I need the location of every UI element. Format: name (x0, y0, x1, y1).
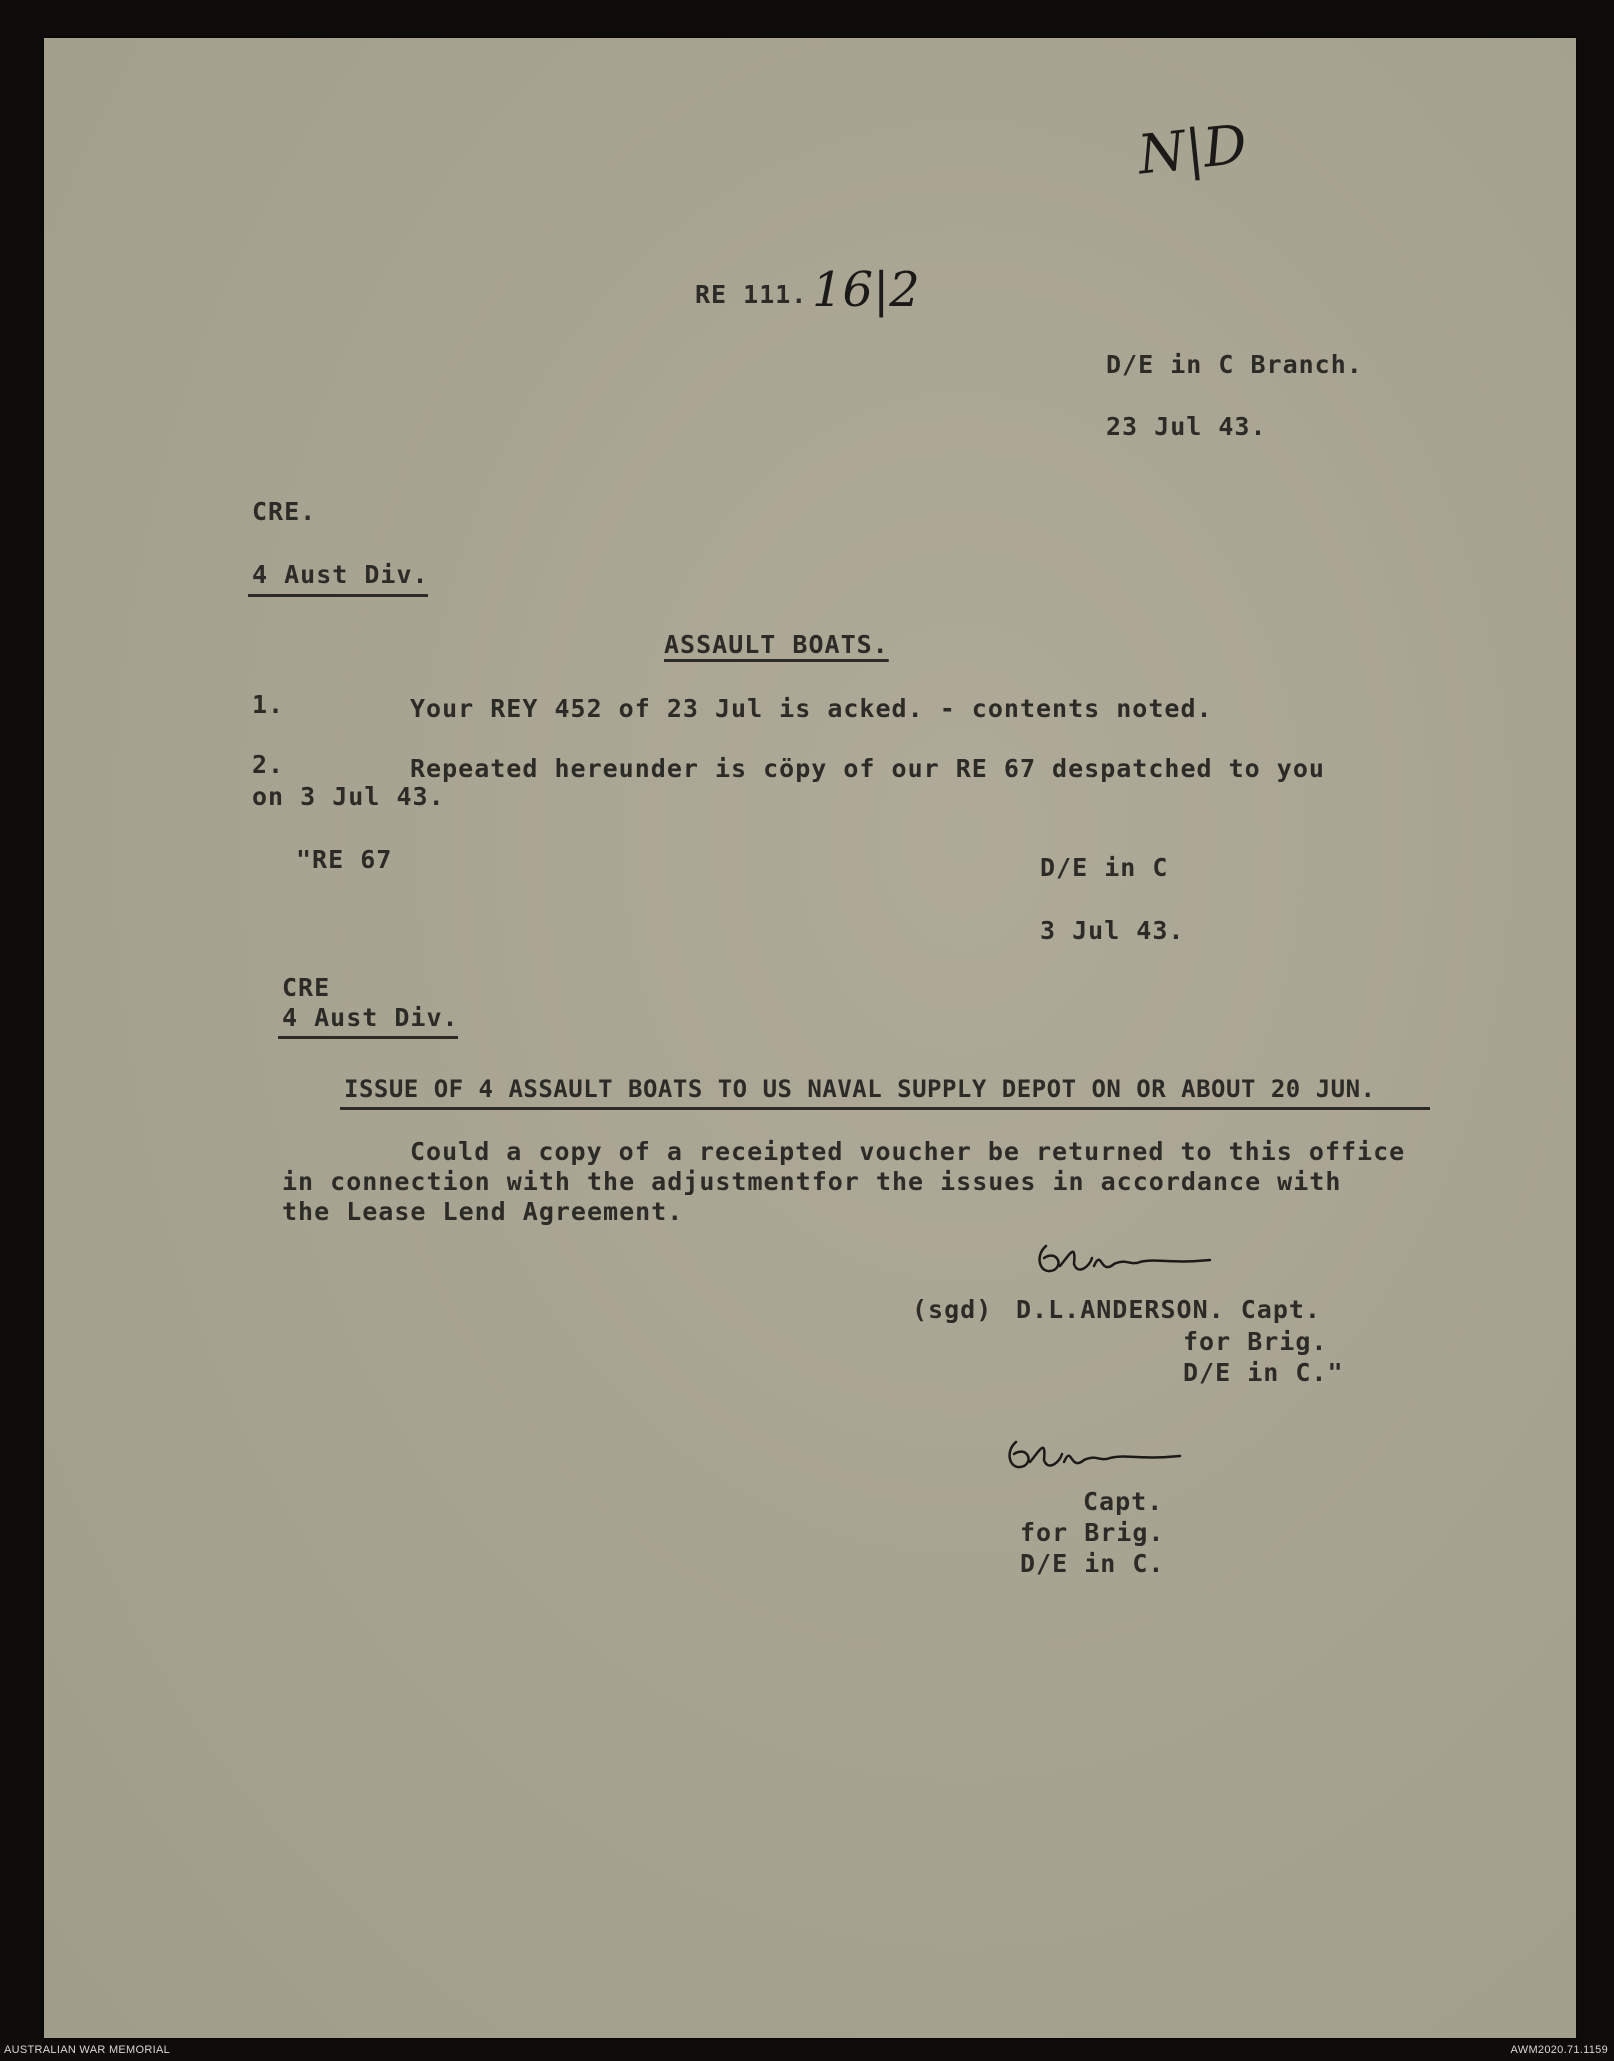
quoted-sign-name: D.L.ANDERSON. Capt. (1016, 1295, 1321, 1324)
footer-right: AWM2020.71.1159 (1510, 2044, 1608, 2056)
addressee-rule (248, 594, 428, 597)
paragraph-1-text: Your REY 452 of 23 Jul is acked. - contents noted. (410, 694, 1213, 723)
closing-rank: Capt. (1083, 1487, 1164, 1516)
quoted-addressee-rule (278, 1036, 458, 1039)
quoted-sign-for: for Brig. (1183, 1327, 1328, 1356)
quoted-body-line3: the Lease Lend Agreement. (282, 1197, 684, 1226)
closing-for: for Brig. (1020, 1518, 1165, 1547)
file-reference-handwritten: 16|2 (812, 262, 920, 318)
addressee-line1: CRE. (252, 497, 317, 526)
closing-unit: D/E in C. (1020, 1549, 1165, 1578)
paragraph-2-text-line1: Repeated hereunder is cöpy of our RE 67 despatched to you (410, 754, 1325, 783)
quoted-addressee-line1: CRE (282, 973, 331, 1002)
quoted-subject: ISSUE OF 4 ASSAULT BOATS TO US NAVAL SUPPLY DEPOT ON OR ABOUT 20 JUN. (344, 1075, 1376, 1103)
closing-signature (1000, 1430, 1200, 1490)
quoted-body-line1: Could a copy of a receipted voucher be returned to this office (410, 1137, 1406, 1166)
quoted-sign-unit: D/E in C." (1183, 1358, 1344, 1387)
paragraph-2-number: 2. (252, 750, 285, 779)
quoted-date: 3 Jul 43. (1040, 916, 1185, 945)
subject-heading: ASSAULT BOATS. (664, 630, 889, 659)
document-page (44, 38, 1576, 2038)
quoted-reference: "RE 67 (296, 845, 393, 874)
quoted-from: D/E in C (1040, 853, 1169, 882)
sender-date: 23 Jul 43. (1106, 412, 1267, 441)
paragraph-2-text-line2: on 3 Jul 43. (252, 782, 445, 811)
quoted-addressee-line2: 4 Aust Div. (282, 1003, 459, 1032)
paragraph-1-number: 1. (252, 690, 285, 719)
file-reference: RE 111. (695, 280, 808, 309)
handwritten-annotation: N|D (1135, 112, 1250, 187)
quoted-sign-prefix: (sgd) (912, 1295, 993, 1324)
quoted-signature (1030, 1236, 1230, 1296)
footer-left: AUSTRALIAN WAR MEMORIAL (4, 2044, 171, 2056)
addressee-line2: 4 Aust Div. (252, 560, 429, 589)
quoted-subject-rule (340, 1107, 1430, 1110)
quoted-body-line2: in connection with the adjustmentfor the issues in accordance with (282, 1167, 1342, 1196)
sender-branch: D/E in C Branch. (1106, 350, 1363, 379)
